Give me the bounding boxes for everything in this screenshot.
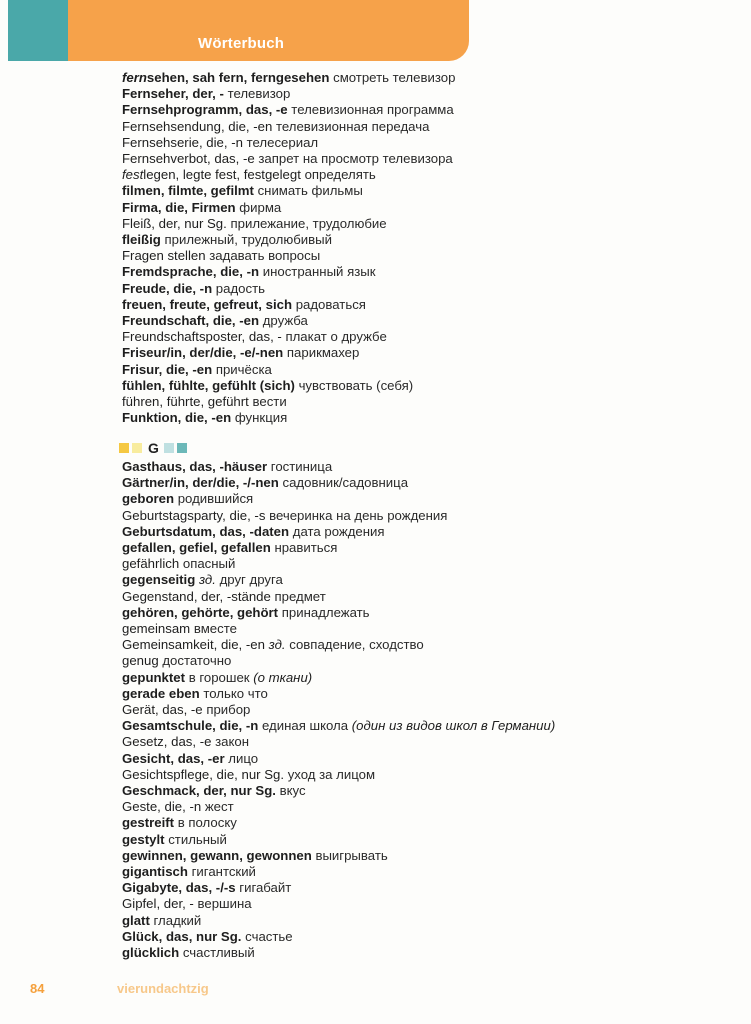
entry-translation: чувствовать (себя): [298, 377, 414, 393]
entry-translation: прилежный, трудолюбивый: [164, 232, 332, 248]
dictionary-entry: [122, 70, 455, 86]
entry-word: führen, führte, geführt: [122, 394, 249, 410]
dictionary-entry: [122, 637, 555, 653]
entry-translation: выигрывать: [315, 847, 388, 863]
entry-translation: опасный: [182, 556, 236, 572]
dictionary-entry: [122, 896, 555, 912]
entry-translation: вечеринка на день рождения: [269, 507, 448, 523]
entry-headword: geboren: [122, 491, 175, 507]
entry-word: Fernsehsendung, die, -en: [122, 118, 273, 134]
entry-translation: счастливый: [182, 945, 255, 961]
entry-headword: Fernsehprogramm, das, -e: [122, 102, 288, 118]
entry-headword: Fernseher, der, -: [122, 86, 224, 102]
dictionary-entry: [122, 799, 555, 815]
entry-headword: gestylt: [122, 831, 165, 847]
entry-headword: fühlen, fühlte, gefühlt (sich): [122, 377, 295, 393]
dictionary-entry: [122, 475, 555, 491]
marker-square-yellow: [119, 443, 129, 453]
entry-headword: fleißig: [122, 232, 161, 248]
entry-translation: родившийся: [177, 491, 254, 507]
entry-headword: gewinnen, gewann, gewonnen: [122, 847, 312, 863]
entry-headword: Funktion, die, -en: [122, 410, 232, 426]
entry-translation: садовник/садовница: [282, 475, 409, 491]
dictionary-entry: [122, 524, 555, 540]
entry-headword: gegenseitig: [122, 572, 196, 588]
dictionary-entry: [122, 702, 555, 718]
dictionary-entry: [122, 281, 455, 297]
entry-headword: glatt: [122, 912, 150, 928]
entry-translation: жест: [204, 799, 234, 815]
entry-headword: Gesicht, das, -er: [122, 750, 225, 766]
entry-headword: Gesamtschule, die, -n: [122, 718, 259, 734]
dictionary-entry: [122, 151, 455, 167]
entry-headword: Fremdsprache, die, -n: [122, 264, 260, 280]
entry-translation: парикмахер: [286, 345, 360, 361]
entry-word: Geste, die, -n: [122, 799, 202, 815]
entry-translation: смотреть телевизор: [333, 70, 456, 85]
dictionary-entry: [122, 183, 455, 199]
entry-translation: гигабайт: [239, 880, 292, 896]
entry-translation: только что: [203, 685, 268, 701]
marker-square-light-teal: [164, 443, 174, 453]
entry-usage-note: зд.: [268, 637, 286, 653]
dictionary-entry: [122, 718, 555, 734]
entry-list-g: [122, 459, 555, 961]
entry-translation: уход за лицом: [287, 766, 376, 782]
entry-translation: снимать фильмы: [257, 183, 363, 199]
dictionary-entry: [122, 945, 555, 961]
entry-headword: gestreift: [122, 815, 175, 831]
entry-translation: фирма: [239, 199, 282, 215]
marker-square-teal: [177, 443, 187, 453]
dictionary-entry: [122, 410, 455, 426]
entry-headword: Firma, die, Firmen: [122, 199, 236, 215]
entry-word: Gegenstand, der, -stände: [122, 588, 271, 604]
dictionary-entry: [122, 783, 555, 799]
dictionary-entry: [122, 86, 455, 102]
entry-translation: телевизор: [227, 86, 291, 102]
dictionary-entry: [122, 540, 555, 556]
entry-translation: прилежание, трудолюбие: [230, 215, 387, 231]
entry-usage-note: зд.: [198, 572, 216, 588]
dictionary-entry: [122, 102, 455, 118]
entry-headword: gepunktet: [122, 669, 186, 685]
entry-word: gefährlich: [122, 556, 180, 572]
dictionary-entry: [122, 670, 555, 686]
dictionary-entry: [122, 556, 555, 572]
dictionary-entry: [122, 264, 455, 280]
entry-translation: нравиться: [274, 540, 338, 556]
entry-headword: gigantisch: [122, 864, 188, 880]
entry-headword: Freundschaft, die, -en: [122, 313, 260, 329]
dictionary-entry: [122, 329, 455, 345]
entry-word: Fernsehverbot, das, -e: [122, 151, 255, 167]
entry-headword: Friseur/in, der/die, -e/-nen: [122, 345, 284, 361]
entry-translation: предмет: [274, 588, 326, 604]
dictionary-entry: [122, 864, 555, 880]
dictionary-entry: [122, 848, 555, 864]
entry-translation: лицо: [228, 750, 259, 766]
entry-translation: вместе: [193, 621, 237, 637]
dictionary-entry: [122, 119, 455, 135]
dictionary-entry: [122, 929, 555, 945]
dictionary-entry: [122, 135, 455, 151]
dictionary-entry: [122, 621, 555, 637]
entry-word: Fragen stellen: [122, 248, 206, 264]
dictionary-entry: [122, 394, 455, 410]
entry-translation: счастье: [245, 928, 293, 944]
entry-translation: гигантский: [191, 864, 256, 880]
entry-translation: вершина: [197, 896, 252, 912]
section-marker-g: [119, 441, 190, 455]
entry-translation: дата рождения: [292, 523, 385, 539]
dictionary-entry: [122, 167, 455, 183]
entry-translation: телевизионная программа: [291, 102, 454, 118]
dictionary-entry: [122, 572, 555, 588]
entry-list-f: [122, 70, 455, 426]
entry-headword: Geschmack, der, nur Sg.: [122, 783, 276, 799]
dictionary-entry: [122, 313, 455, 329]
dictionary-entry: [122, 605, 555, 621]
headword-rest: sehen, sah fern, ferngesehen: [146, 70, 330, 85]
entry-word: Gesichtspflege, die, nur Sg.: [122, 766, 285, 782]
entry-translation: причёска: [215, 361, 272, 377]
dictionary-entry: [122, 589, 555, 605]
entry-note: (один из видов школ в Германии): [351, 718, 556, 734]
dictionary-entry: [122, 459, 555, 475]
entry-translation: друг друга: [219, 572, 283, 588]
entry-translation: вкус: [279, 783, 306, 799]
entry-translation: радость: [215, 280, 265, 296]
dictionary-entry: [122, 297, 455, 313]
dictionary-entry: [122, 200, 455, 216]
page-number-word: vierundachtzig: [117, 981, 209, 996]
entry-translation: закон: [215, 734, 250, 750]
entry-translation: задавать вопросы: [209, 248, 321, 264]
entry-headword: Glück, das, nur Sg.: [122, 928, 242, 944]
entry-translation: плакат о дружбе: [285, 329, 387, 345]
entry-word: Freundschaftsposter, das, -: [122, 329, 282, 345]
entry-translation: дружба: [262, 313, 308, 329]
entry-translation: совпадение, сходство: [289, 637, 424, 653]
page-title: Wörterbuch: [198, 35, 285, 52]
dictionary-entry: [122, 653, 555, 669]
entry-translation: запрет на просмотр телевизора: [258, 151, 453, 167]
dictionary-entry: [122, 815, 555, 831]
dictionary-entry: [122, 491, 555, 507]
entry-translation: достаточно: [162, 653, 232, 669]
dictionary-entry: [122, 216, 455, 232]
entry-headword: [122, 70, 329, 85]
entry-headword: gefallen, gefiel, gefallen: [122, 540, 271, 556]
dictionary-entry: [122, 734, 555, 750]
dictionary-entry: [122, 767, 555, 783]
entry-translation: иностранный язык: [262, 264, 376, 280]
entry-translation: функция: [234, 410, 288, 426]
entry-word: genug: [122, 653, 159, 669]
dictionary-entry: [122, 378, 455, 394]
dictionary-entry: [122, 248, 455, 264]
dictionary-entry: [122, 832, 555, 848]
entry-headword: glücklich: [122, 945, 180, 961]
headword-prefix: fern: [122, 70, 147, 85]
page-number: 84: [30, 981, 45, 996]
entry-translation: телевизионная передача: [275, 118, 430, 134]
entry-word: Gemeinsamkeit, die, -en: [122, 637, 265, 653]
dictionary-entry: [122, 686, 555, 702]
entry-translation: в горошек: [188, 669, 250, 685]
entry-translation: стильный: [168, 831, 227, 847]
entry-word: Fernsehserie, die, -n: [122, 134, 243, 150]
entry-word: Gesetz, das, -e: [122, 734, 212, 750]
dictionary-entry: [122, 880, 555, 896]
entry-translation: в полоску: [177, 815, 237, 831]
entry-headword: freuen, freute, gefreut, sich: [122, 296, 293, 312]
dictionary-entry: [122, 232, 455, 248]
dictionary-entry: [122, 362, 455, 378]
entry-translation: радоваться: [295, 296, 366, 312]
entry-headword: Gigabyte, das, -/-s: [122, 880, 236, 896]
entry-note: (о ткани): [253, 669, 313, 685]
entry-headword: gerade eben: [122, 685, 200, 701]
dictionary-entry: [122, 913, 555, 929]
entry-word: gemeinsam: [122, 621, 191, 637]
entry-word-prefix: fest: [122, 167, 144, 183]
entry-translation: единая школа: [261, 718, 349, 734]
entry-word: Gerät, das, -e: [122, 702, 203, 718]
entry-headword: filmen, filmte, gefilmt: [122, 183, 254, 199]
entry-headword: gehören, gehörte, gehört: [122, 604, 279, 620]
entry-headword: Gärtner/in, der/die, -/-nen: [122, 475, 279, 491]
dictionary-entry: [122, 345, 455, 361]
marker-square-light-yellow: [132, 443, 142, 453]
entry-translation: определять: [304, 167, 376, 183]
dictionary-entry: [122, 508, 555, 524]
dictionary-entry: [122, 751, 555, 767]
entry-headword: Freude, die, -n: [122, 280, 213, 296]
entry-translation: принадлежать: [281, 604, 370, 620]
entry-word: Gipfel, der, -: [122, 896, 194, 912]
entry-word: Geburtstagsparty, die, -s: [122, 507, 266, 523]
header-teal-block: [8, 0, 68, 61]
entry-headword: Geburtsdatum, das, -daten: [122, 523, 290, 539]
entry-translation: гостиница: [270, 459, 333, 474]
entry-translation: вести: [252, 394, 287, 410]
entry-translation: прибор: [206, 702, 251, 718]
entry-word: legen, legte fest, festgelegt: [143, 167, 301, 183]
section-letter: G: [148, 440, 159, 456]
entry-headword: Frisur, die, -en: [122, 361, 213, 377]
entry-word: Fleiß, der, nur Sg.: [122, 215, 227, 231]
entry-translation: гладкий: [153, 912, 202, 928]
entry-translation: телесериал: [246, 134, 319, 150]
entry-headword: Gasthaus, das, -häuser: [122, 459, 268, 474]
